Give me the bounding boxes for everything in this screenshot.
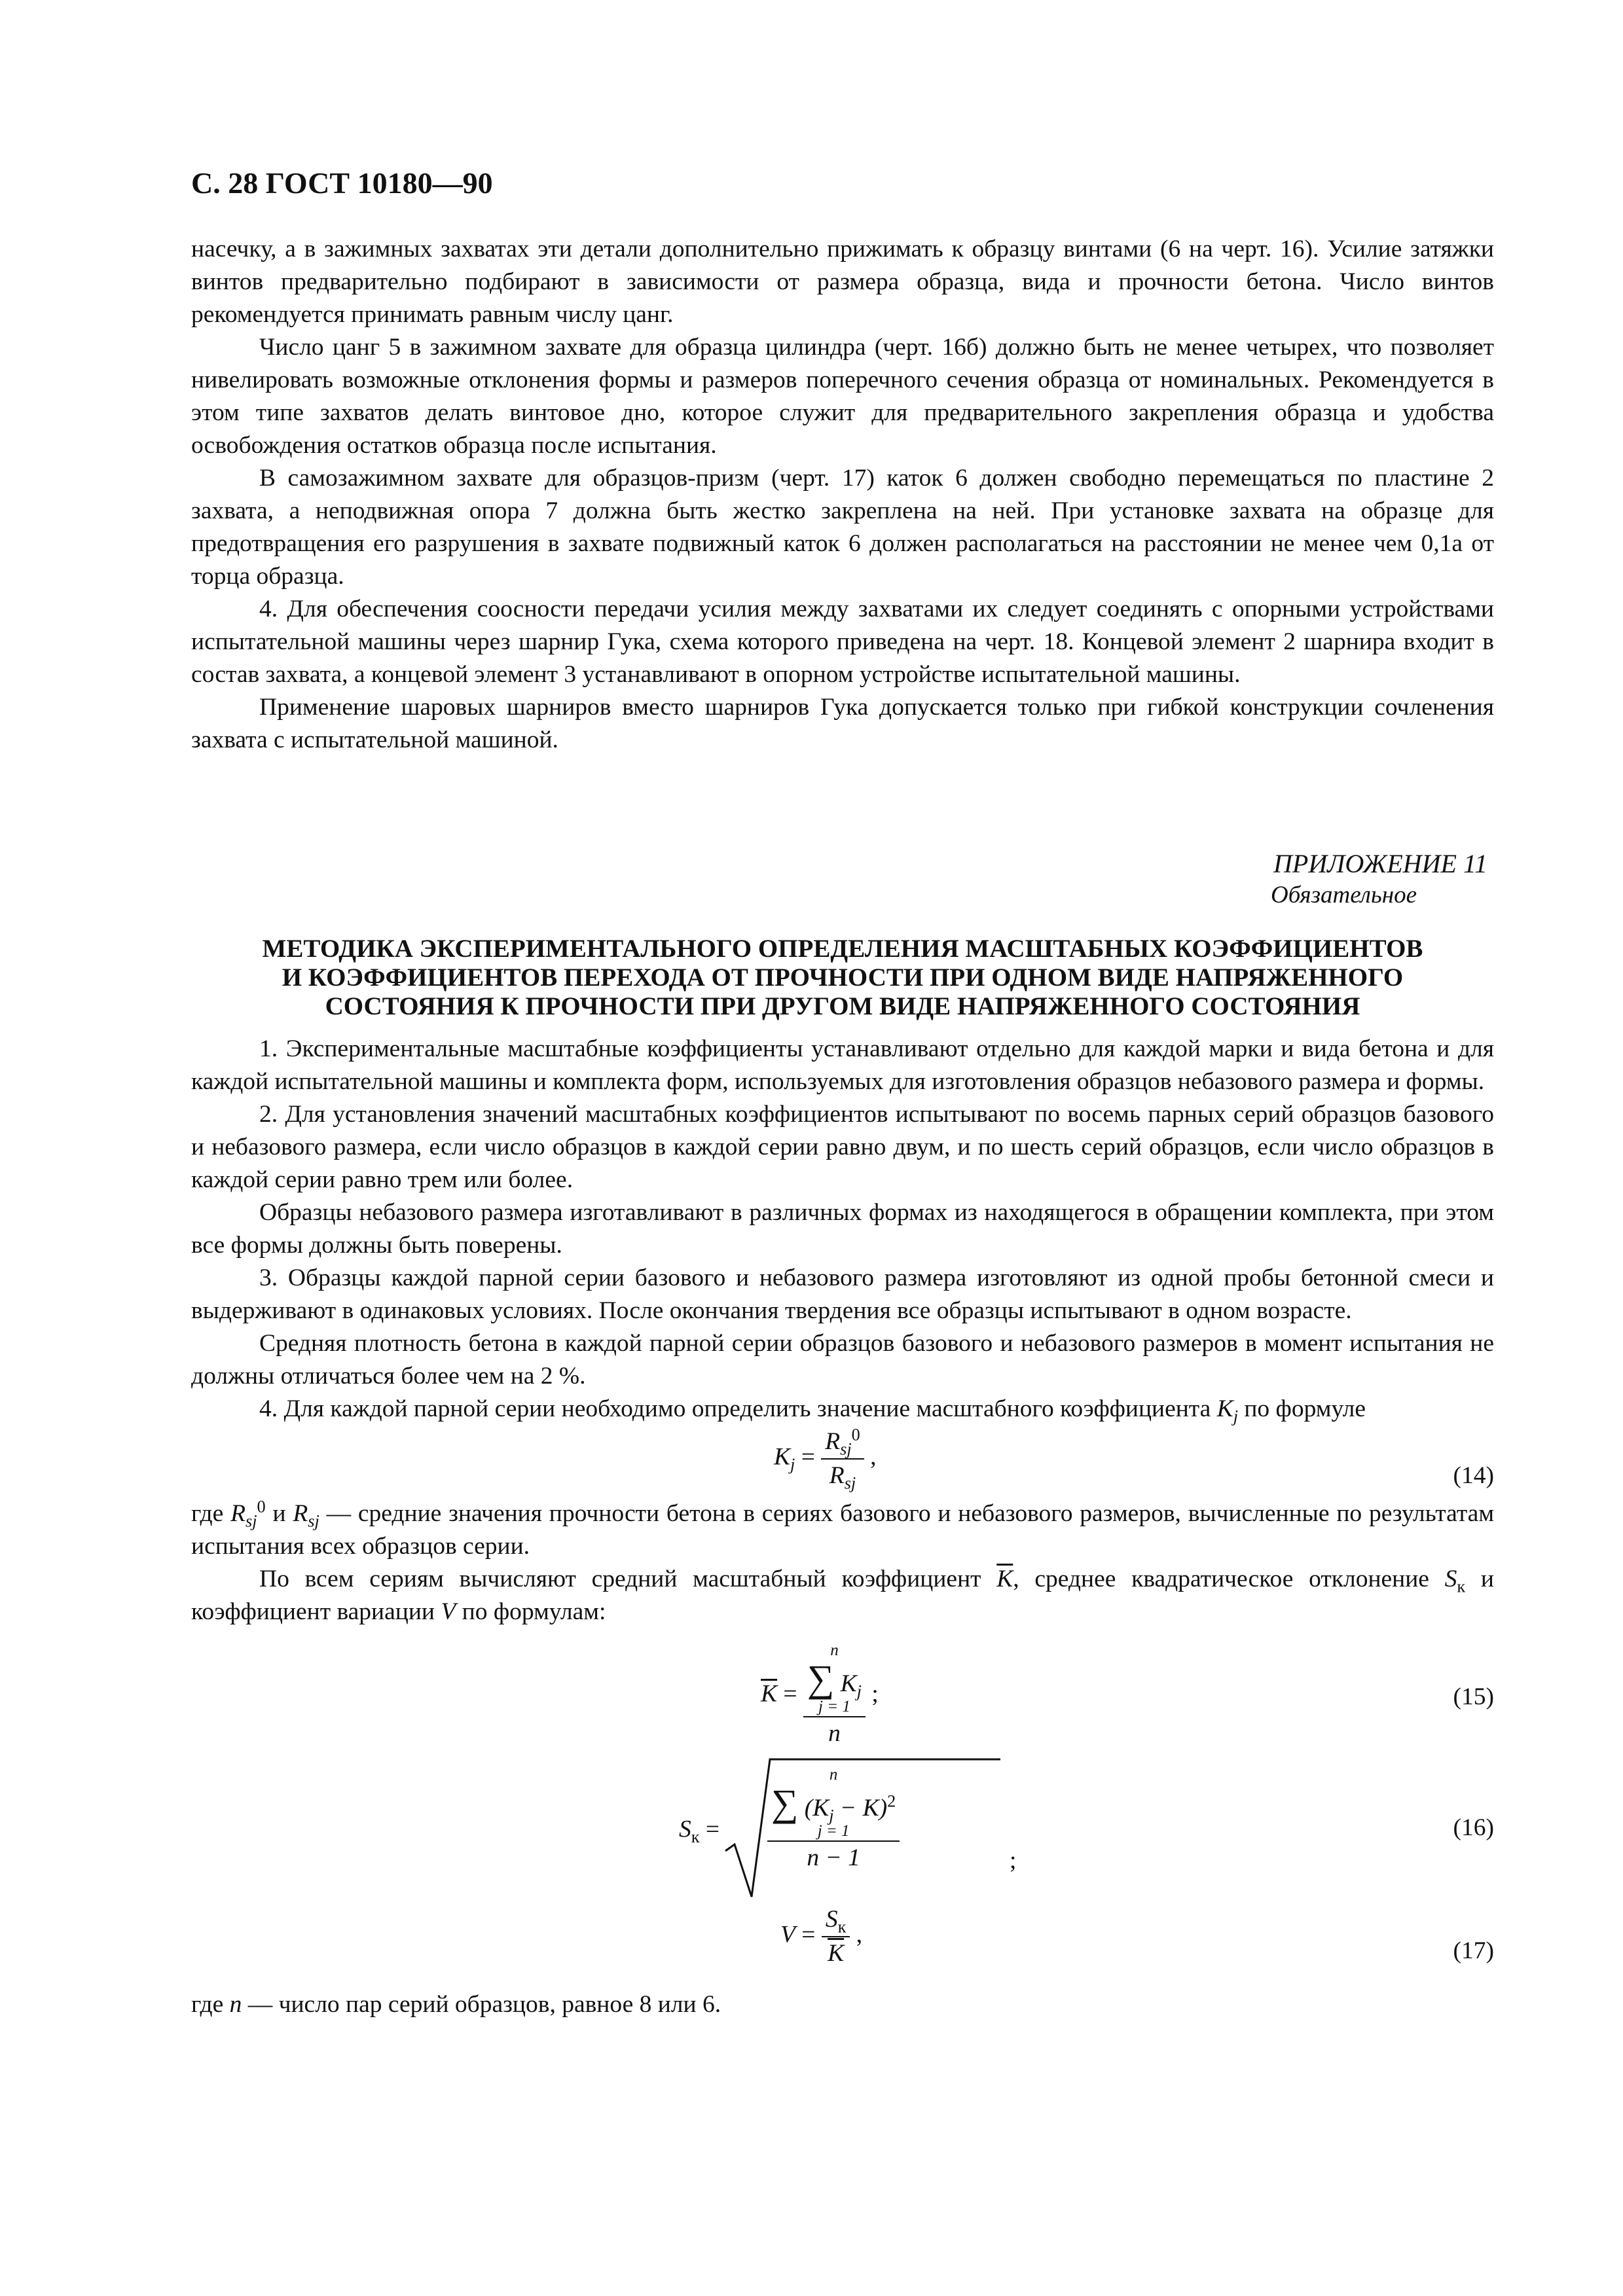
formula-16: $S_к$ = n ∑ $(K_j - K)^2$ j = 1 n − 1 ; (16) [191, 1753, 1494, 1903]
appendix-label-block [191, 848, 1494, 911]
paragraph: 2. Для установления значений масштабных коэффициентов испытывают по восемь парных серий образцов базового и небазового размера, если число образцов в каждой серии равно двум, и по шесть серий образцов, если число образцов в каждой серии равно трем или более. [191, 1101, 1494, 1193]
formula-14: $K_j$ = $\frac{R_{sj}^0}{R_{sj}}$ , (14) [774, 1425, 1494, 1493]
paragraph: Средняя плотность бетона в каждой парной серии образцов базового и небазового размеров в момент испытания не должны отличаться более чем на 2 %. [191, 1330, 1494, 1390]
paragraph: 4. Для каждой парной серии необходимо определить значение масштабного коэффициента $K_j$ по формуле [259, 1395, 1366, 1426]
appendix-status: Обязательное [1270, 882, 1417, 908]
paragraph: 4. Для обеспечения соосности передачи усилия между захватами их следует соединять с опорными устройствами испытательной машины через шарнир Гука, схема которого приведена на черт. 18. Концевой элемент 2 шарнира входит в состав захвата, а концевой элемент 3 устанавливают в опорном устройстве испытательной машины. [191, 596, 1494, 688]
formula-17: V = $\frac{S_к}{K}$ , (17) [191, 1903, 1494, 1988]
paragraph: Образцы небазового размера изготавливают в различных формах из находящегося в обращении комплекта, при этом все формы должны быть поверены. [191, 1199, 1494, 1259]
appendix-title-line: СОСТОЯНИЯ К ПРОЧНОСТИ ПРИ ДРУГОМ ВИДЕ НАПРЯЖЕННОГО СОСТОЯНИЯ [325, 992, 1360, 1020]
paragraph: Число цанг 5 в зажимном захвате для образца цилиндра (черт. 16б) должно быть не менее четырех, что позволяет нивелировать возможные отклонения формы и размеров поперечного сечения образца от номинальных. Рекомендуется в этом типе захватов делать винтовое дно, которое служит для предварительного закрепления образца и удобства освобождения остатков образца после испытания. [191, 334, 1494, 459]
formula-15: $\overline{K}$ = n ∑ $K_j$ j = 1 n ; (15) [761, 1641, 1494, 1747]
paragraph: где n — число пар серий образцов, равное 8 или 6. [191, 1991, 721, 2018]
paragraph: В самозажимном захвате для образцов-призм (черт. 17) каток 6 должен свободно перемещаться по пластине 2 захвата, а неподвижная опора 7 должна быть жестко закреплена на ней. При установке захвата на образце для предотвращения его разрушения в захвате подвижный каток 6 должен располагаться на расстоянии не менее чем 0,1a от торца образца. [191, 465, 1494, 590]
paragraph: По всем сериям вычисляют средний масштабный коэффициент $\overline{K}$, среднее квадратическое отклонение $S_к$ и коэффициент вариации V по формулам: [191, 1566, 1494, 1625]
paragraph: 3. Образцы каждой парной серии базового и небазового размера изготовляют из одной пробы бетонной смеси и выдерживают в одинаковых условиях. После окончания твердения все образцы испытывают в одном возрасте. [191, 1265, 1494, 1324]
formula-number: (15) [1453, 1683, 1494, 1710]
formula-number: (14) [1453, 1462, 1494, 1489]
paragraph: 1. Экспериментальные масштабные коэффициенты устанавливают отдельно для каждой марки и вида бетона и для каждой испытательной машины и комплекта форм, используемых для изготовления образцов небазового размера и формы. [191, 1035, 1494, 1095]
paragraph: Применение шаровых шарниров вместо шарниров Гука допускается только при гибкой конструкции сочленения захвата с испытательной машиной. [191, 694, 1494, 753]
paragraph: насечку, а в зажимных захватах эти детали дополнительно прижимать к образцу винтами (6 на черт. 16). Усилие затяжки винтов предварительно подбирают в зависимости от размера образца, вида и прочности бетона. Число винтов рекомендуется принимать равным числу цанг. [191, 236, 1494, 328]
formula-number: (17) [1453, 1937, 1494, 1964]
formula-number: (16) [1453, 1814, 1494, 1841]
appendix-title-line: И КОЭФФИЦИЕНТОВ ПЕРЕХОДА ОТ ПРОЧНОСТИ ПРИ ОДНОМ ВИДЕ НАПРЯЖЕННОГО [282, 963, 1404, 992]
paragraph: где $R_{sj}^0$ и $R_{sj}$ — средние значения прочности бетона в сериях базового и небазового размеров, вычисленные по результатам испытания всех образцов серии. [191, 1497, 1495, 1560]
document-page [191, 164, 1494, 2021]
appendix-title [191, 935, 1494, 1021]
appendix-label: ПРИЛОЖЕНИЕ 11 [1273, 849, 1487, 878]
page-header: С. 28 ГОСТ 10180—90 [191, 166, 493, 200]
appendix-title-line: МЕТОДИКА ЭКСПЕРИМЕНТАЛЬНОГО ОПРЕДЕЛЕНИЯ МАСШТАБНЫХ КОЭФФИЦИЕНТОВ [262, 935, 1423, 963]
